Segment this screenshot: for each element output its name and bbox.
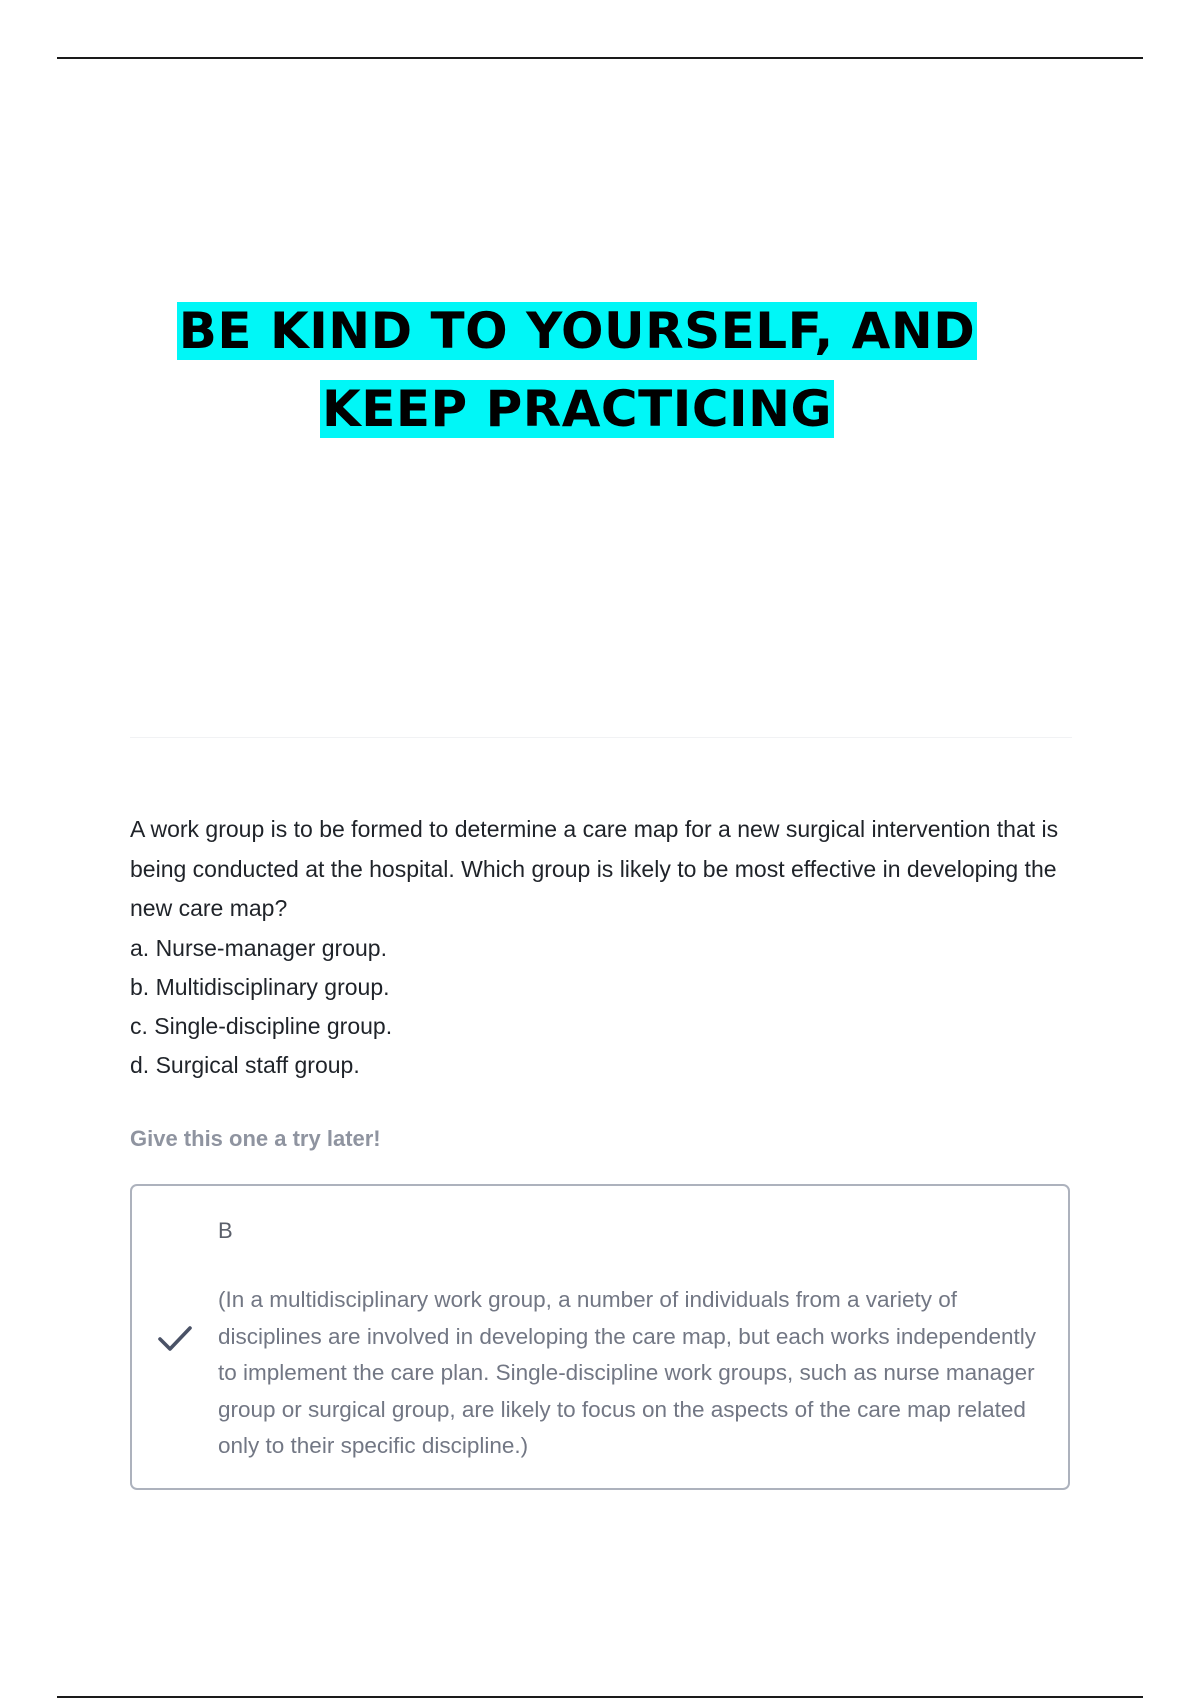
banner-line-1: BE KIND TO YOURSELF, AND <box>178 302 976 360</box>
option-a: a. Nurse-manager group. <box>130 934 387 961</box>
section-divider <box>130 737 1072 738</box>
option-d: d. Surgical staff group. <box>130 1051 360 1078</box>
try-later-label: Give this one a try later! <box>130 1126 381 1151</box>
option-b: b. Multidisciplinary group. <box>130 973 390 1000</box>
motivational-banner <box>0 292 1154 448</box>
question-stem: A work group is to be formed to determine a care map for a new surgical intervention that is being conducted at the hospital. Which group is likely to be most effective in developing the new care map? <box>130 816 1059 921</box>
top-rule <box>57 57 1143 59</box>
option-c: c. Single-discipline group. <box>130 1012 393 1039</box>
check-icon <box>157 1324 193 1352</box>
answer-letter: B <box>218 1218 233 1243</box>
bottom-rule <box>57 1696 1143 1698</box>
question-block <box>130 810 1080 1085</box>
banner-line-2: KEEP PRACTICING <box>321 380 833 438</box>
answer-explanation: (In a multidisciplinary work group, a number of individuals from a variety of disciplines are involved in developing the care map, but each works independently to implement the care plan. Single-discipline work groups, such as nurse manager group or surgical group, are likely to focus on the aspects of the care map related only to their specific discipline.) <box>218 1287 1036 1459</box>
answer-card <box>130 1184 1070 1490</box>
